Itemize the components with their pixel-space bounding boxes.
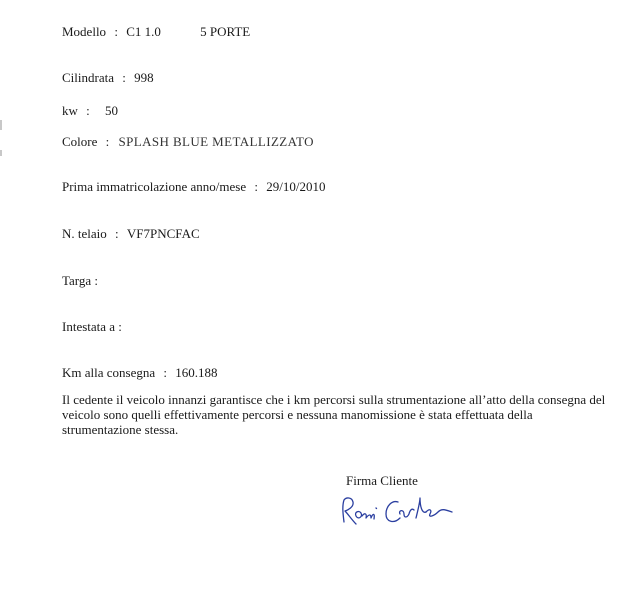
- telaio-label: N. telaio: [62, 226, 107, 241]
- modello-sep: :: [114, 24, 118, 39]
- kw-line: [62, 103, 118, 119]
- modello-label: Modello: [62, 24, 107, 39]
- modello-porte: 5 PORTE: [200, 24, 251, 39]
- modello-value: C1 1.0: [126, 24, 161, 39]
- immatricolazione-label: Prima immatricolazione anno/mese: [62, 179, 247, 194]
- declaration-paragraph: Il cedente il veicolo innanzi garantisce che i km percorsi sulla strumentazione all’atto della consegna del veicolo sono quelli effettivamente percorsi e nessuna manomissione è stata effettuata della strumentazione stessa.: [62, 392, 606, 437]
- customer-signature: [334, 492, 464, 537]
- cilindrata-value: 998: [134, 70, 154, 85]
- colore-sep: :: [105, 134, 110, 149]
- telaio-value: VF7PNCFAC: [126, 226, 200, 241]
- kw-sep: :: [86, 103, 90, 118]
- modello-line: [62, 24, 250, 40]
- targa-label: Targa :: [62, 273, 99, 288]
- cilindrata-line: [62, 70, 154, 86]
- intestata-line: [62, 319, 122, 335]
- firma-cliente-label: Firma Cliente: [346, 473, 418, 488]
- km-line: [62, 365, 218, 381]
- cilindrata-label: Cilindrata: [62, 70, 114, 85]
- signature-scribble: [334, 492, 464, 532]
- km-value: 160.188: [175, 365, 218, 380]
- colore-value: SPLASH BLUE METALLIZZATO: [118, 134, 314, 149]
- km-sep: :: [163, 365, 168, 380]
- immatricolazione-sep: :: [254, 179, 258, 194]
- kw-value: 50: [105, 103, 119, 118]
- immatricolazione-line: [62, 179, 325, 195]
- km-label: Km alla consegna: [62, 365, 156, 380]
- telaio-line: [62, 226, 200, 242]
- colore-label: Colore: [62, 134, 98, 149]
- immatricolazione-value: 29/10/2010: [266, 179, 326, 194]
- telaio-sep: :: [115, 226, 119, 241]
- colore-line: [62, 134, 314, 150]
- kw-label: kw: [62, 103, 78, 118]
- intestata-label: Intestata a :: [62, 319, 122, 334]
- scan-edge-mark: [0, 120, 2, 130]
- targa-line: [62, 273, 98, 289]
- cilindrata-sep: :: [122, 70, 126, 85]
- scan-edge-mark: [0, 150, 2, 156]
